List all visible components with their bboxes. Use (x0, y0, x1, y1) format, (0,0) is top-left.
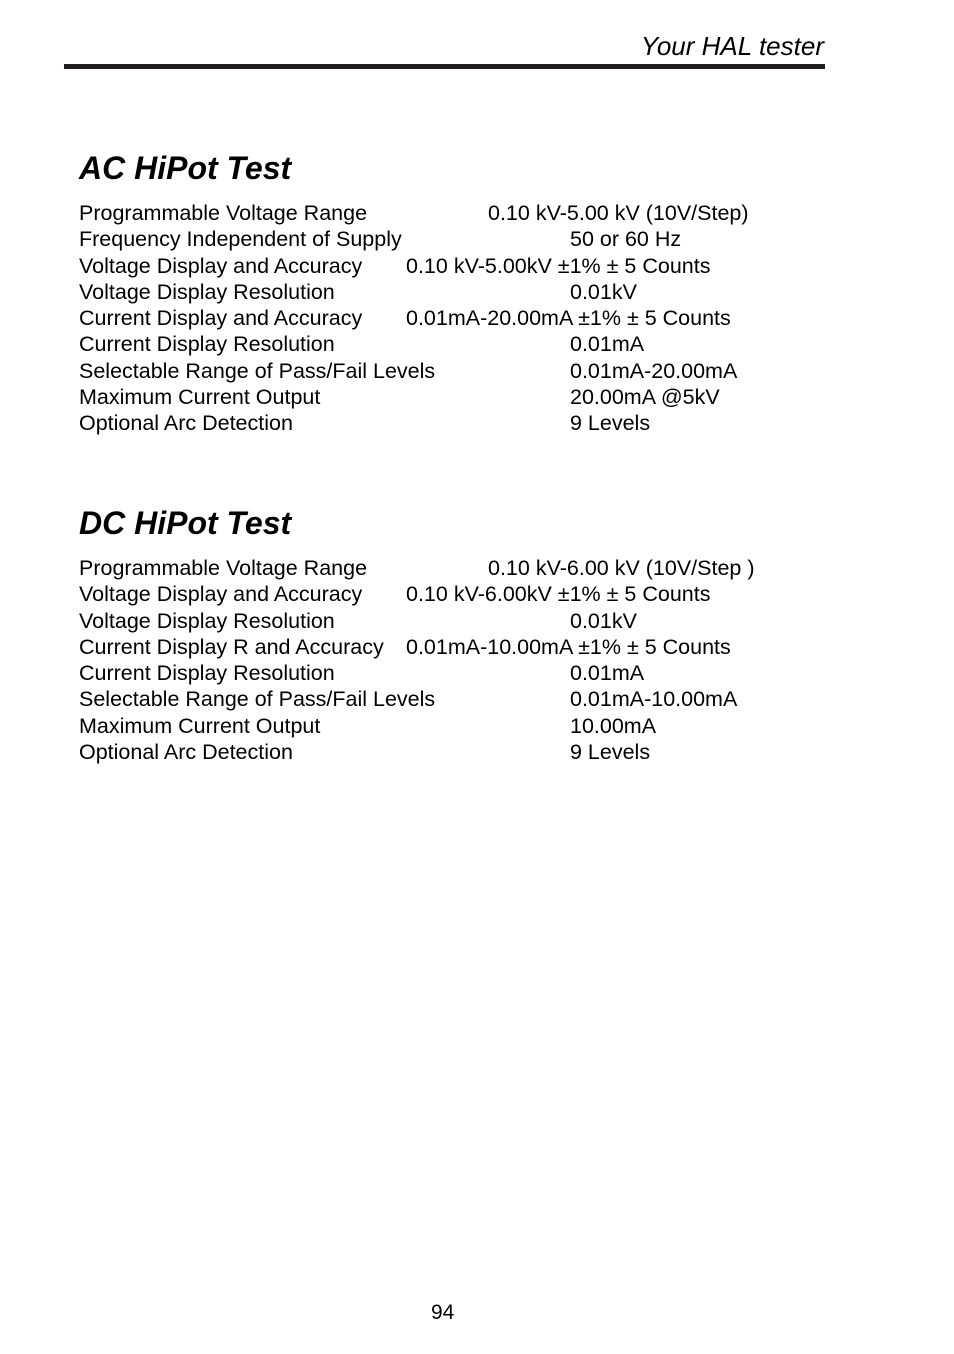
spec-row (79, 713, 839, 739)
running-header-title: Your HAL tester (640, 31, 824, 61)
spec-row (79, 634, 839, 660)
spec-row (79, 739, 839, 765)
spec-row (79, 358, 839, 384)
spec-label: Maximum Current Output (79, 713, 321, 738)
spec-label: Voltage Display and Accuracy (79, 253, 363, 278)
spec-row (79, 200, 839, 226)
header-rule (64, 64, 825, 69)
spec-value: 0.01mA (570, 661, 645, 686)
spec-label: Frequency Independent of Supply (79, 227, 402, 252)
spec-value: 0.01mA-20.00mA (570, 358, 738, 383)
spec-label: Voltage Display Resolution (79, 608, 335, 633)
spec-value: 9 Levels (570, 740, 651, 765)
spec-label: Maximum Current Output (79, 385, 321, 410)
spec-value: 0.10 kV-6.00kV ±1% ± 5 Counts (406, 582, 711, 607)
spec-label: Current Display Resolution (79, 332, 335, 357)
spec-label: Selectable Range of Pass/Fail Levels (79, 358, 436, 383)
spec-value: 0.10 kV-5.00kV ±1% ± 5 Counts (406, 253, 711, 278)
spec-row (79, 555, 839, 581)
spec-label: Programmable Voltage Range (79, 201, 368, 225)
page-number: 94 (431, 1301, 455, 1324)
spec-value: 9 Levels (570, 411, 651, 436)
spec-row (79, 226, 839, 252)
spec-label: Current Display R and Accuracy (79, 634, 384, 659)
spec-label: Current Display Resolution (79, 661, 335, 686)
spec-value: 50 or 60 Hz (570, 227, 682, 252)
spec-label: Optional Arc Detection (79, 740, 293, 765)
spec-row (79, 384, 839, 410)
spec-label: Programmable Voltage Range (79, 556, 368, 580)
spec-row (79, 581, 839, 607)
ac-hipot-spec-table (79, 200, 839, 437)
spec-label: Voltage Display Resolution (79, 279, 335, 304)
spec-row (79, 686, 839, 712)
spec-row (79, 660, 839, 686)
spec-row (79, 331, 839, 357)
dc-hipot-spec-table (79, 555, 839, 765)
spec-row (79, 608, 839, 634)
dc-hipot-heading: DC HiPot Test (79, 505, 292, 541)
spec-label: Current Display and Accuracy (79, 306, 363, 331)
spec-value: 0.01mA-10.00mA ±1% ± 5 Counts (406, 634, 731, 659)
spec-row (79, 410, 839, 436)
spec-value: 0.01mA (570, 332, 645, 357)
spec-value: 0.01mA-10.00mA (570, 687, 738, 712)
spec-label: Selectable Range of Pass/Fail Levels (79, 687, 436, 712)
spec-value: 0.01mA-20.00mA ±1% ± 5 Counts (406, 306, 731, 331)
spec-label: Optional Arc Detection (79, 411, 293, 436)
ac-hipot-heading: AC HiPot Test (79, 150, 292, 186)
spec-row (79, 279, 839, 305)
spec-value: 0.01kV (570, 608, 637, 633)
spec-label: Voltage Display and Accuracy (79, 582, 363, 607)
spec-value: 20.00mA @5kV (570, 385, 720, 410)
spec-row (79, 253, 839, 279)
spec-value: 0.01kV (570, 279, 637, 304)
spec-value: 0.10 kV-5.00 kV (10V/Step) (488, 201, 749, 225)
spec-row (79, 305, 839, 331)
spec-value: 10.00mA (570, 713, 657, 738)
spec-value: 0.10 kV-6.00 kV (10V/Step ) (488, 556, 755, 580)
